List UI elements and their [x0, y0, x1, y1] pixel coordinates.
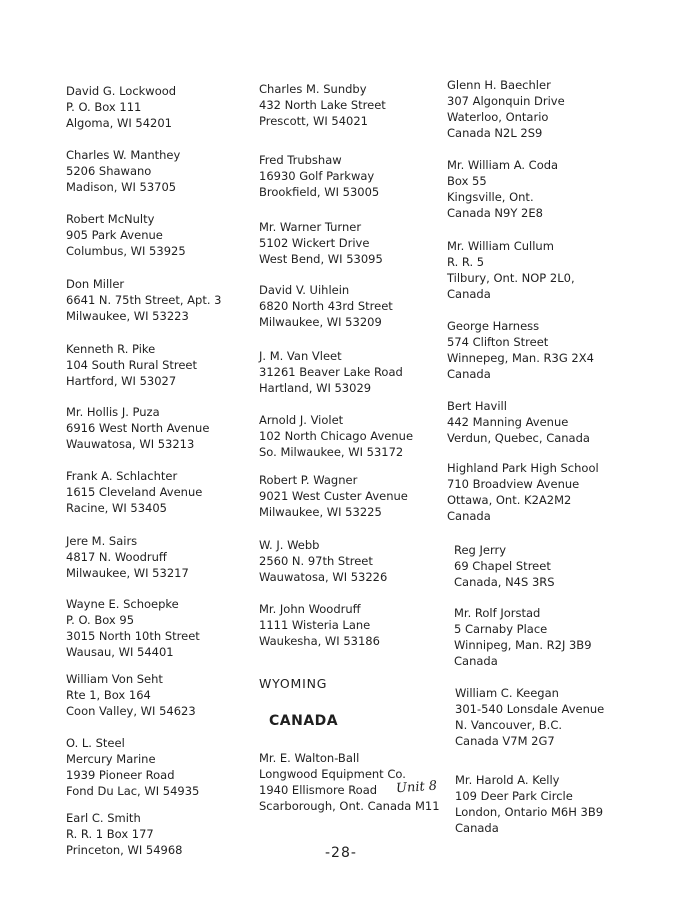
address-line: Scarborough, Ont. Canada M11	[259, 799, 440, 813]
address-line: Hartland, WI 53029	[259, 381, 372, 395]
address-line: Rte 1, Box 164	[66, 688, 151, 702]
page-number: -28-	[325, 845, 357, 861]
address-line: Canada	[447, 287, 491, 301]
address-line: 104 South Rural Street	[66, 358, 198, 372]
address-line: Brookfield, WI 53005	[259, 185, 380, 199]
address-line: Madison, WI 53705	[66, 180, 177, 194]
address-line: William C. Keegan	[455, 686, 559, 700]
address-line: Columbus, WI 53925	[66, 244, 186, 258]
address-line: Winnipeg, Man. R2J 3B9	[454, 638, 592, 652]
address-line: 3015 North 10th Street	[66, 629, 200, 643]
address-line: Milwaukee, WI 53217	[66, 566, 189, 580]
address-line: J. M. Van Vleet	[259, 349, 342, 363]
address-line: 1615 Cleveland Avenue	[66, 485, 203, 499]
address-line: Bert Havill	[447, 399, 507, 413]
address-entry	[259, 81, 386, 129]
address-line: Robert McNulty	[66, 212, 155, 226]
address-line: Hartford, WI 53027	[66, 374, 177, 388]
address-entry	[66, 341, 197, 389]
address-line: 5102 Wickert Drive	[259, 236, 370, 250]
address-line: Mr. Hollis J. Puza	[66, 405, 160, 419]
address-entry	[447, 238, 575, 302]
address-line: Princeton, WI 54968	[66, 843, 183, 857]
address-entry	[455, 685, 604, 749]
address-line: Wauwatosa, WI 53226	[259, 570, 388, 584]
address-entry	[259, 152, 379, 200]
address-line: Canada V7M 2G7	[455, 734, 555, 748]
address-line: David G. Lockwood	[66, 84, 177, 98]
address-line: Kingsville, Ont.	[447, 190, 534, 204]
address-line: 442 Manning Avenue	[447, 415, 569, 429]
address-line: Canada	[447, 509, 491, 523]
address-line: Mercury Marine	[66, 752, 156, 766]
address-line: Highland Park High School	[447, 461, 599, 475]
address-entry	[454, 542, 555, 590]
address-entry	[66, 147, 180, 195]
address-line: Canada	[447, 367, 491, 381]
address-line: Milwaukee, WI 53223	[66, 309, 189, 323]
address-line: Earl C. Smith	[66, 811, 141, 825]
address-entry	[66, 211, 186, 259]
address-entry	[447, 157, 558, 221]
address-line: Charles M. Sundby	[259, 82, 367, 96]
address-line: Coon Valley, WI 54623	[66, 704, 196, 718]
address-line: Algoma, WI 54201	[66, 116, 172, 130]
address-line: Don Miller	[66, 277, 125, 291]
address-entry	[66, 596, 200, 660]
address-entry	[66, 404, 209, 452]
address-line: Canada N2L 2S9	[447, 126, 543, 140]
address-entry	[447, 460, 599, 524]
address-line: 16930 Golf Parkway	[259, 169, 375, 183]
address-line: 5206 Shawano	[66, 164, 152, 178]
address-line: Tilbury, Ont. NOP 2L0,	[447, 271, 575, 285]
address-line: Charles W. Manthey	[66, 148, 181, 162]
address-line: So. Milwaukee, WI 53172	[259, 445, 404, 459]
address-line: William Von Seht	[66, 672, 163, 686]
address-line: 574 Clifton Street	[447, 335, 549, 349]
address-line: Verdun, Quebec, Canada	[447, 431, 590, 445]
address-entry	[259, 412, 413, 460]
address-line: Mr. E. Walton-Ball	[259, 751, 360, 765]
address-entry	[447, 77, 565, 141]
address-line: 1111 Wisteria Lane	[259, 618, 371, 632]
address-line: Glenn H. Baechler	[447, 78, 551, 92]
country-heading-canada: CANADA	[269, 713, 339, 729]
address-line: 6916 West North Avenue	[66, 421, 210, 435]
address-line: R. R. 1 Box 177	[66, 827, 154, 841]
address-line: 6641 N. 75th Street, Apt. 3	[66, 293, 222, 307]
address-entry	[447, 318, 594, 382]
address-line: Wausau, WI 54401	[66, 645, 174, 659]
address-entry	[455, 772, 603, 836]
address-line: George Harness	[447, 319, 540, 333]
address-line: 109 Deer Park Circle	[455, 789, 573, 803]
address-line: West Bend, WI 53095	[259, 252, 383, 266]
address-line: Mr. Warner Turner	[259, 220, 362, 234]
address-line: Longwood Equipment Co.	[259, 767, 406, 781]
address-line: Frank A. Schlachter	[66, 469, 178, 483]
address-line: Wauwatosa, WI 53213	[66, 437, 195, 451]
state-heading-wyoming: WYOMING	[259, 676, 328, 691]
address-line: Milwaukee, WI 53225	[259, 505, 382, 519]
address-entry	[66, 83, 176, 131]
address-line: Prescott, WI 54021	[259, 114, 368, 128]
address-entry	[259, 601, 380, 649]
address-line: Waukesha, WI 53186	[259, 634, 380, 648]
address-line: R. R. 5	[447, 255, 485, 269]
address-line: 905 Park Avenue	[66, 228, 163, 242]
address-line: Mr. Rolf Jorstad	[454, 606, 541, 620]
address-line: Robert P. Wagner	[259, 473, 358, 487]
address-line: P. O. Box 95	[66, 613, 135, 627]
address-line: 102 North Chicago Avenue	[259, 429, 414, 443]
address-line: 4817 N. Woodruff	[66, 550, 167, 564]
address-line: N. Vancouver, B.C.	[455, 718, 563, 732]
address-line: David V. Uihlein	[259, 283, 350, 297]
address-line: 9021 West Custer Avenue	[259, 489, 408, 503]
address-line: 307 Algonquin Drive	[447, 94, 565, 108]
address-entry	[66, 671, 196, 719]
address-line: Canada	[454, 654, 498, 668]
address-entry	[259, 282, 393, 330]
address-line: 710 Broadview Avenue	[447, 477, 580, 491]
handwritten-note: Unit 8	[395, 778, 438, 797]
address-line: 432 North Lake Street	[259, 98, 386, 112]
address-line: Mr. William Cullum	[447, 239, 554, 253]
address-entry	[259, 472, 408, 520]
address-line: Mr. John Woodruff	[259, 602, 361, 616]
address-line: 69 Chapel Street	[454, 559, 551, 573]
address-line: Fred Trubshaw	[259, 153, 342, 167]
address-line: London, Ontario M6H 3B9	[455, 805, 604, 819]
address-entry	[66, 276, 221, 324]
address-line: Canada N9Y 2E8	[447, 206, 543, 220]
address-line: Mr. Harold A. Kelly	[455, 773, 560, 787]
address-line: 1939 Pioneer Road	[66, 768, 175, 782]
address-line: Fond Du Lac, WI 54935	[66, 784, 200, 798]
address-line: 301-540 Lonsdale Avenue	[455, 702, 605, 716]
address-line: Wayne E. Schoepke	[66, 597, 179, 611]
address-line: O. L. Steel	[66, 736, 125, 750]
address-line: 6820 North 43rd Street	[259, 299, 393, 313]
address-entry	[259, 348, 403, 396]
address-line: 2560 N. 97th Street	[259, 554, 373, 568]
address-entry	[454, 605, 592, 669]
address-line: 31261 Beaver Lake Road	[259, 365, 403, 379]
address-line: Winnepeg, Man. R3G 2X4	[447, 351, 594, 365]
address-line: W. J. Webb	[259, 538, 320, 552]
address-line: Racine, WI 53405	[66, 501, 167, 515]
address-line: 5 Carnaby Place	[454, 622, 548, 636]
address-entry	[259, 219, 383, 267]
address-line: Canada, N4S 3RS	[454, 575, 555, 589]
address-entry	[259, 537, 387, 585]
address-line: Canada	[455, 821, 499, 835]
address-line: Box 55	[447, 174, 487, 188]
address-entry	[447, 398, 590, 446]
address-line: 1940 Ellismore Road	[259, 783, 378, 797]
address-entry	[66, 468, 202, 516]
address-line: Reg Jerry	[454, 543, 507, 557]
address-line: Waterloo, Ontario	[447, 110, 549, 124]
address-line: Ottawa, Ont. K2A2M2	[447, 493, 572, 507]
address-line: Mr. William A. Coda	[447, 158, 559, 172]
address-line: Kenneth R. Pike	[66, 342, 156, 356]
address-line: Jere M. Sairs	[66, 534, 138, 548]
address-line: P. O. Box 111	[66, 100, 142, 114]
address-line: Arnold J. Violet	[259, 413, 344, 427]
address-entry	[66, 735, 199, 799]
address-entry	[66, 810, 183, 858]
address-entry	[66, 533, 189, 581]
address-line: Milwaukee, WI 53209	[259, 315, 382, 329]
